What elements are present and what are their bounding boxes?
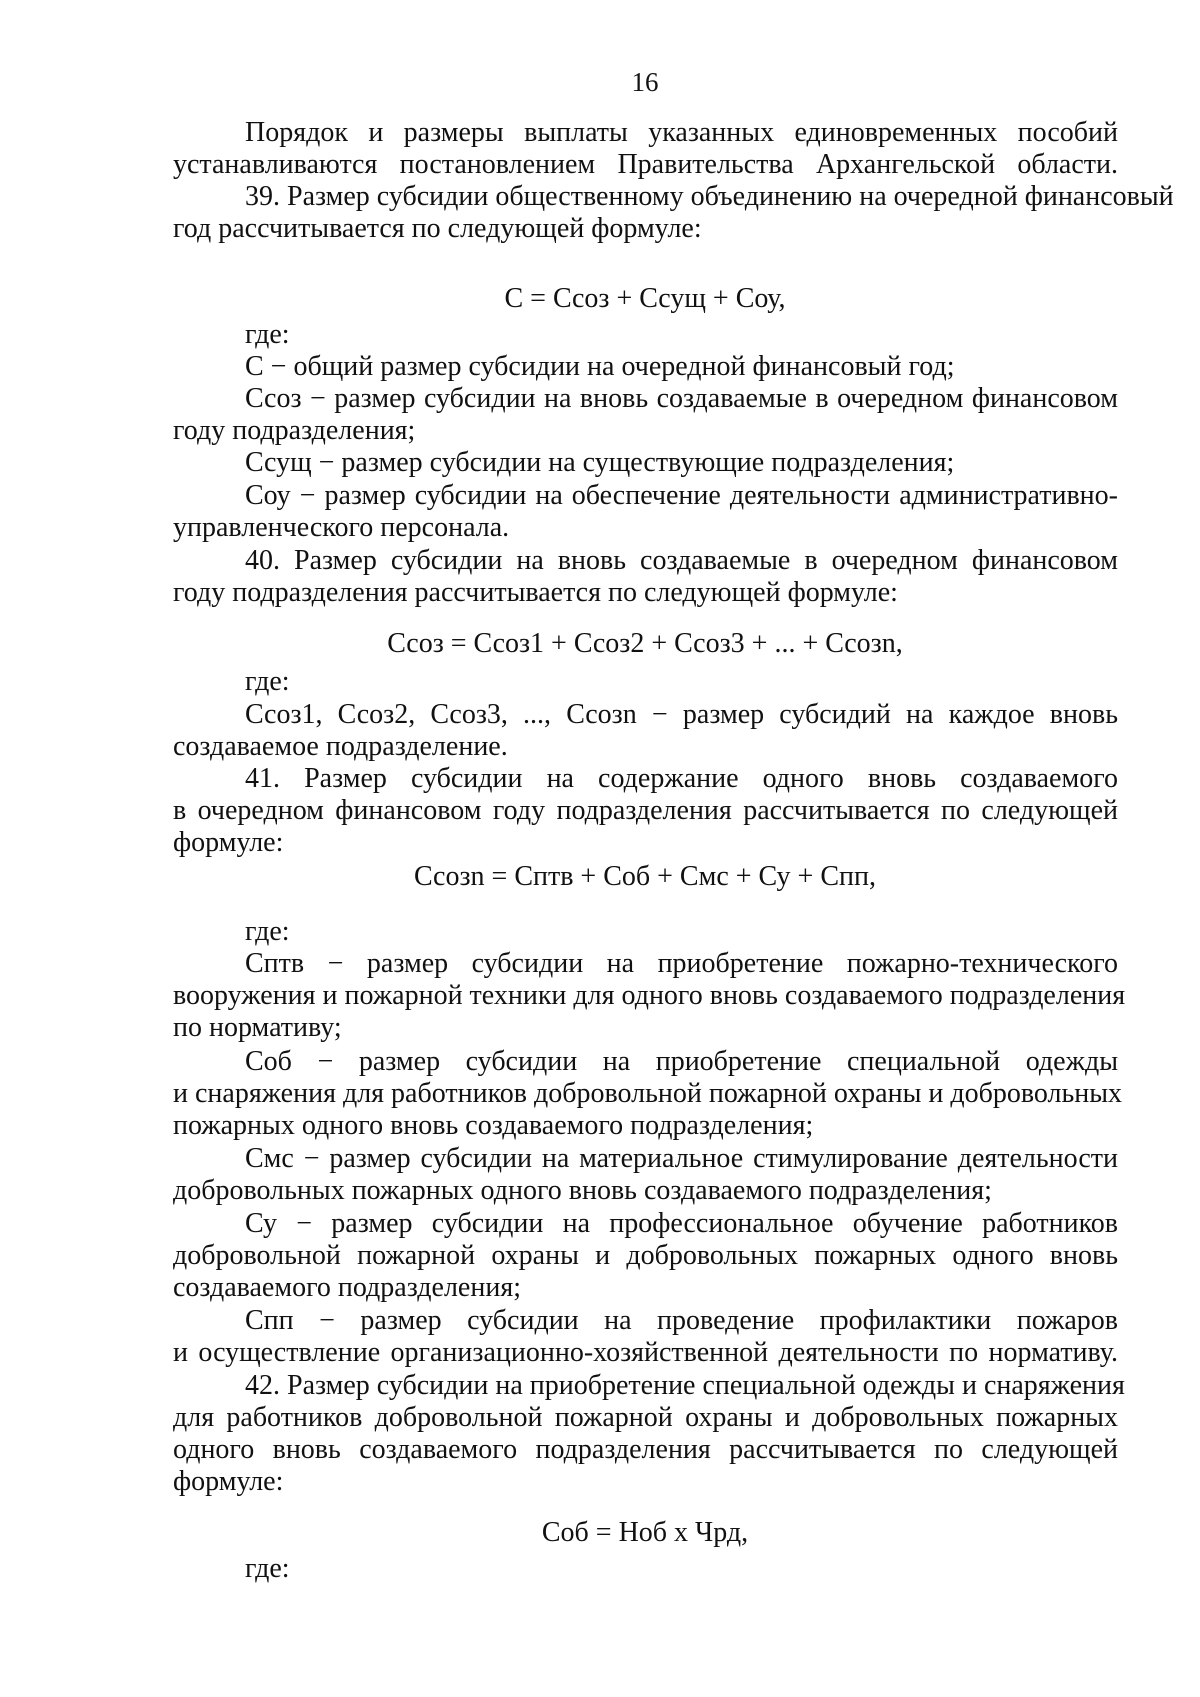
formula: С = Ссоз + Ссущ + Соу, bbox=[504, 283, 786, 314]
text-line: году подразделения рассчитывается по следующей формуле: bbox=[173, 577, 898, 608]
text-line: формуле: bbox=[173, 827, 284, 858]
text-line: 39. Размер субсидии общественному объединению на очередной финансовый bbox=[245, 181, 1174, 212]
text-line: Смс − размер субсидии на материальное стимулирование деятельности bbox=[245, 1143, 1118, 1174]
text-line: Сптв − размер субсидии на приобретение пожарно-технического bbox=[245, 948, 1118, 979]
text-line: по нормативу; bbox=[173, 1012, 342, 1043]
text-line: Ссоз − размер субсидии на вновь создаваемые в очередном финансовом bbox=[245, 383, 1118, 414]
formula: Ссозn = Сптв + Соб + Смс + Су + Спп, bbox=[414, 861, 876, 892]
text-line: где: bbox=[245, 916, 290, 947]
text-line: Су − размер субсидии на профессиональное обучение работников bbox=[245, 1208, 1118, 1239]
text-line: Ссоз1, Ссоз2, Ссоз3, ..., Ссозn − размер субсидий на каждое вновь bbox=[245, 699, 1118, 730]
page-number: 16 bbox=[631, 67, 659, 97]
text-line: 42. Размер субсидии на приобретение специальной одежды и снаряжения bbox=[245, 1370, 1125, 1401]
text-line: добровольной пожарной охраны и добровольных пожарных одного вновь bbox=[173, 1240, 1118, 1271]
formula: Ссоз = Ссоз1 + Ссоз2 + Ссоз3 + ... + Ссозn, bbox=[387, 628, 903, 659]
text-line: 40. Размер субсидии на вновь создаваемые в очередном финансовом bbox=[245, 545, 1118, 576]
text-line: пожарных одного вновь создаваемого подразделения; bbox=[173, 1110, 814, 1141]
text-line: где: bbox=[245, 1553, 290, 1584]
text-line: устанавливаются постановлением Правительства Архангельской области. bbox=[173, 149, 1118, 180]
text-line: создаваемого подразделения; bbox=[173, 1272, 521, 1303]
text-line: где: bbox=[245, 319, 290, 350]
text-line: одного вновь создаваемого подразделения рассчитывается по следующей bbox=[173, 1434, 1118, 1465]
text-line: Порядок и размеры выплаты указанных единовременных пособий bbox=[245, 117, 1118, 148]
text-line: для работников добровольной пожарной охраны и добровольных пожарных bbox=[173, 1402, 1118, 1433]
text-line: 41. Размер субсидии на содержание одного вновь создаваемого bbox=[245, 763, 1118, 794]
text-line: в очередном финансовом году подразделения рассчитывается по следующей bbox=[173, 795, 1118, 826]
text-line: С − общий размер субсидии на очередной финансовый год; bbox=[245, 351, 955, 382]
text-line: вооружения и пожарной техники для одного вновь создаваемого подразделения bbox=[173, 980, 1126, 1011]
text-line: управленческого персонала. bbox=[173, 512, 510, 543]
text-line: Соу − размер субсидии на обеспечение деятельности административно- bbox=[245, 480, 1118, 511]
text-line: добровольных пожарных одного вновь создаваемого подразделения; bbox=[173, 1175, 992, 1206]
text-line: формуле: bbox=[173, 1466, 284, 1497]
text-line: году подразделения; bbox=[173, 415, 416, 446]
text-line: и осуществление организационно-хозяйственной деятельности по нормативу. bbox=[173, 1337, 1118, 1368]
text-line: Спп − размер субсидии на проведение профилактики пожаров bbox=[245, 1305, 1118, 1336]
text-line: где: bbox=[245, 666, 290, 697]
text-line: создаваемое подразделение. bbox=[173, 731, 508, 762]
text-line: Соб − размер субсидии на приобретение специальной одежды bbox=[245, 1046, 1118, 1077]
text-line: и снаряжения для работников добровольной пожарной охраны и добровольных bbox=[173, 1078, 1123, 1109]
text-line: год рассчитывается по следующей формуле: bbox=[173, 213, 702, 244]
text-line: Ссущ − размер субсидии на существующие подразделения; bbox=[245, 447, 955, 478]
formula: Соб = Ноб х Чрд, bbox=[541, 1517, 749, 1548]
